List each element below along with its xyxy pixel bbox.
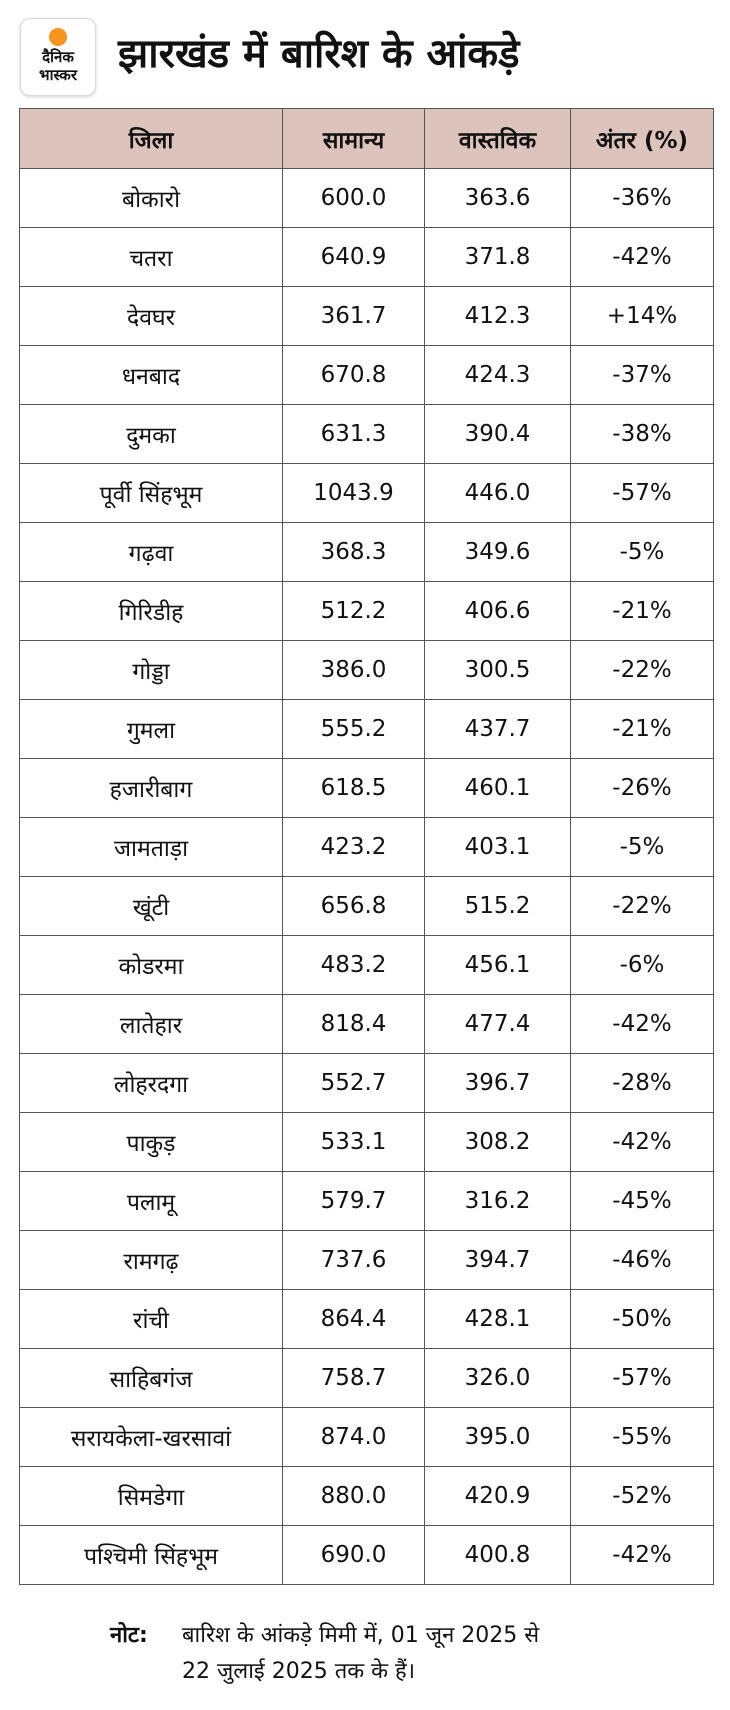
actual-rainfall-cell: 390.4 xyxy=(425,405,571,464)
district-cell: पाकुड़ xyxy=(20,1113,283,1172)
actual-rainfall-cell: 371.8 xyxy=(425,228,571,287)
normal-rainfall-cell: 758.7 xyxy=(283,1349,425,1408)
rainfall-table xyxy=(19,108,714,1585)
district-cell: पूर्वी सिंहभूम xyxy=(20,464,283,523)
district-cell: गुमला xyxy=(20,700,283,759)
actual-rainfall-cell: 394.7 xyxy=(425,1231,571,1290)
table-row xyxy=(20,1054,714,1113)
difference-percent-cell: -38% xyxy=(571,405,714,464)
district-cell: लातेहार xyxy=(20,995,283,1054)
normal-rainfall-cell: 864.4 xyxy=(283,1290,425,1349)
logo-line1: दैनिक xyxy=(42,48,74,66)
table-row xyxy=(20,1231,714,1290)
table-row xyxy=(20,641,714,700)
district-cell: जामताड़ा xyxy=(20,818,283,877)
table-header-row xyxy=(20,109,714,169)
difference-percent-cell: -55% xyxy=(571,1408,714,1467)
district-cell: साहिबगंज xyxy=(20,1349,283,1408)
district-cell: पश्चिमी सिंहभूम xyxy=(20,1526,283,1585)
actual-rainfall-cell: 406.6 xyxy=(425,582,571,641)
table-row xyxy=(20,464,714,523)
table-row xyxy=(20,1467,714,1526)
district-cell: हजारीबाग xyxy=(20,759,283,818)
actual-rainfall-cell: 400.8 xyxy=(425,1526,571,1585)
difference-percent-cell: -37% xyxy=(571,346,714,405)
difference-percent-cell: -5% xyxy=(571,818,714,877)
difference-percent-cell: -52% xyxy=(571,1467,714,1526)
table-row xyxy=(20,228,714,287)
district-cell: सरायकेला-खरसावां xyxy=(20,1408,283,1467)
difference-percent-cell: +14% xyxy=(571,287,714,346)
district-cell: बोकारो xyxy=(20,169,283,228)
normal-rainfall-cell: 368.3 xyxy=(283,523,425,582)
normal-rainfall-cell: 600.0 xyxy=(283,169,425,228)
table-row xyxy=(20,1408,714,1467)
table-row xyxy=(20,287,714,346)
actual-rainfall-cell: 300.5 xyxy=(425,641,571,700)
difference-percent-cell: -42% xyxy=(571,228,714,287)
district-cell: लोहरदगा xyxy=(20,1054,283,1113)
actual-rainfall-cell: 420.9 xyxy=(425,1467,571,1526)
actual-rainfall-cell: 437.7 xyxy=(425,700,571,759)
normal-rainfall-cell: 483.2 xyxy=(283,936,425,995)
normal-rainfall-cell: 670.8 xyxy=(283,346,425,405)
normal-rainfall-cell: 555.2 xyxy=(283,700,425,759)
actual-rainfall-cell: 456.1 xyxy=(425,936,571,995)
table-row xyxy=(20,759,714,818)
note-label: नोट: xyxy=(110,1623,148,1648)
normal-rainfall-cell: 656.8 xyxy=(283,877,425,936)
difference-percent-cell: -42% xyxy=(571,1113,714,1172)
page-title: झारखंड में बारिश के आंकड़े xyxy=(118,31,520,77)
table-row xyxy=(20,346,714,405)
actual-rainfall-cell: 403.1 xyxy=(425,818,571,877)
difference-percent-cell: -50% xyxy=(571,1290,714,1349)
header xyxy=(0,0,730,108)
actual-rainfall-cell: 396.7 xyxy=(425,1054,571,1113)
column-header-district: जिला xyxy=(20,109,283,169)
sun-dot-icon xyxy=(49,28,67,46)
difference-percent-cell: -28% xyxy=(571,1054,714,1113)
normal-rainfall-cell: 512.2 xyxy=(283,582,425,641)
district-cell: देवघर xyxy=(20,287,283,346)
district-cell: गिरिडीह xyxy=(20,582,283,641)
table-row xyxy=(20,877,714,936)
normal-rainfall-cell: 533.1 xyxy=(283,1113,425,1172)
normal-rainfall-cell: 880.0 xyxy=(283,1467,425,1526)
district-cell: गढ़वा xyxy=(20,523,283,582)
note-text: बारिश के आंकड़े मिमी में, 01 जून 2025 से 22 जुलाई 2025 तक के हैं। xyxy=(182,1623,540,1684)
column-header-difference: अंतर (%) xyxy=(571,109,714,169)
normal-rainfall-cell: 737.6 xyxy=(283,1231,425,1290)
district-cell: गोड्डा xyxy=(20,641,283,700)
actual-rainfall-cell: 326.0 xyxy=(425,1349,571,1408)
table-body xyxy=(20,169,714,1585)
difference-percent-cell: -42% xyxy=(571,1526,714,1585)
table-row xyxy=(20,1113,714,1172)
actual-rainfall-cell: 316.2 xyxy=(425,1172,571,1231)
difference-percent-cell: -6% xyxy=(571,936,714,995)
district-cell: कोडरमा xyxy=(20,936,283,995)
actual-rainfall-cell: 477.4 xyxy=(425,995,571,1054)
table-row xyxy=(20,1290,714,1349)
table-row xyxy=(20,936,714,995)
normal-rainfall-cell: 690.0 xyxy=(283,1526,425,1585)
difference-percent-cell: -26% xyxy=(571,759,714,818)
actual-rainfall-cell: 395.0 xyxy=(425,1408,571,1467)
district-cell: रांची xyxy=(20,1290,283,1349)
normal-rainfall-cell: 640.9 xyxy=(283,228,425,287)
actual-rainfall-cell: 515.2 xyxy=(425,877,571,936)
actual-rainfall-cell: 424.3 xyxy=(425,346,571,405)
table-row xyxy=(20,1349,714,1408)
table-row xyxy=(20,523,714,582)
table-row xyxy=(20,405,714,464)
actual-rainfall-cell: 446.0 xyxy=(425,464,571,523)
table-row xyxy=(20,1172,714,1231)
difference-percent-cell: -21% xyxy=(571,700,714,759)
column-header-actual: वास्तविक xyxy=(425,109,571,169)
normal-rainfall-cell: 579.7 xyxy=(283,1172,425,1231)
table-row xyxy=(20,995,714,1054)
normal-rainfall-cell: 618.5 xyxy=(283,759,425,818)
normal-rainfall-cell: 874.0 xyxy=(283,1408,425,1467)
normal-rainfall-cell: 1043.9 xyxy=(283,464,425,523)
actual-rainfall-cell: 349.6 xyxy=(425,523,571,582)
logo-line2: भास्कर xyxy=(39,66,77,84)
difference-percent-cell: -45% xyxy=(571,1172,714,1231)
actual-rainfall-cell: 412.3 xyxy=(425,287,571,346)
table-row xyxy=(20,169,714,228)
normal-rainfall-cell: 552.7 xyxy=(283,1054,425,1113)
actual-rainfall-cell: 363.6 xyxy=(425,169,571,228)
difference-percent-cell: -5% xyxy=(571,523,714,582)
district-cell: चतरा xyxy=(20,228,283,287)
normal-rainfall-cell: 423.2 xyxy=(283,818,425,877)
district-cell: पलामू xyxy=(20,1172,283,1231)
difference-percent-cell: -21% xyxy=(571,582,714,641)
district-cell: धनबाद xyxy=(20,346,283,405)
normal-rainfall-cell: 631.3 xyxy=(283,405,425,464)
table-row xyxy=(20,700,714,759)
difference-percent-cell: -57% xyxy=(571,464,714,523)
table-row xyxy=(20,1526,714,1585)
district-cell: दुमका xyxy=(20,405,283,464)
column-header-normal: सामान्य xyxy=(283,109,425,169)
difference-percent-cell: -57% xyxy=(571,1349,714,1408)
actual-rainfall-cell: 460.1 xyxy=(425,759,571,818)
table-row xyxy=(20,818,714,877)
difference-percent-cell: -22% xyxy=(571,877,714,936)
difference-percent-cell: -22% xyxy=(571,641,714,700)
difference-percent-cell: -36% xyxy=(571,169,714,228)
normal-rainfall-cell: 818.4 xyxy=(283,995,425,1054)
district-cell: रामगढ़ xyxy=(20,1231,283,1290)
difference-percent-cell: -46% xyxy=(571,1231,714,1290)
actual-rainfall-cell: 308.2 xyxy=(425,1113,571,1172)
district-cell: खूंटी xyxy=(20,877,283,936)
table-row xyxy=(20,582,714,641)
difference-percent-cell: -42% xyxy=(571,995,714,1054)
normal-rainfall-cell: 386.0 xyxy=(283,641,425,700)
district-cell: सिमडेगा xyxy=(20,1467,283,1526)
dainik-bhaskar-logo xyxy=(20,18,96,96)
actual-rainfall-cell: 428.1 xyxy=(425,1290,571,1349)
normal-rainfall-cell: 361.7 xyxy=(283,287,425,346)
